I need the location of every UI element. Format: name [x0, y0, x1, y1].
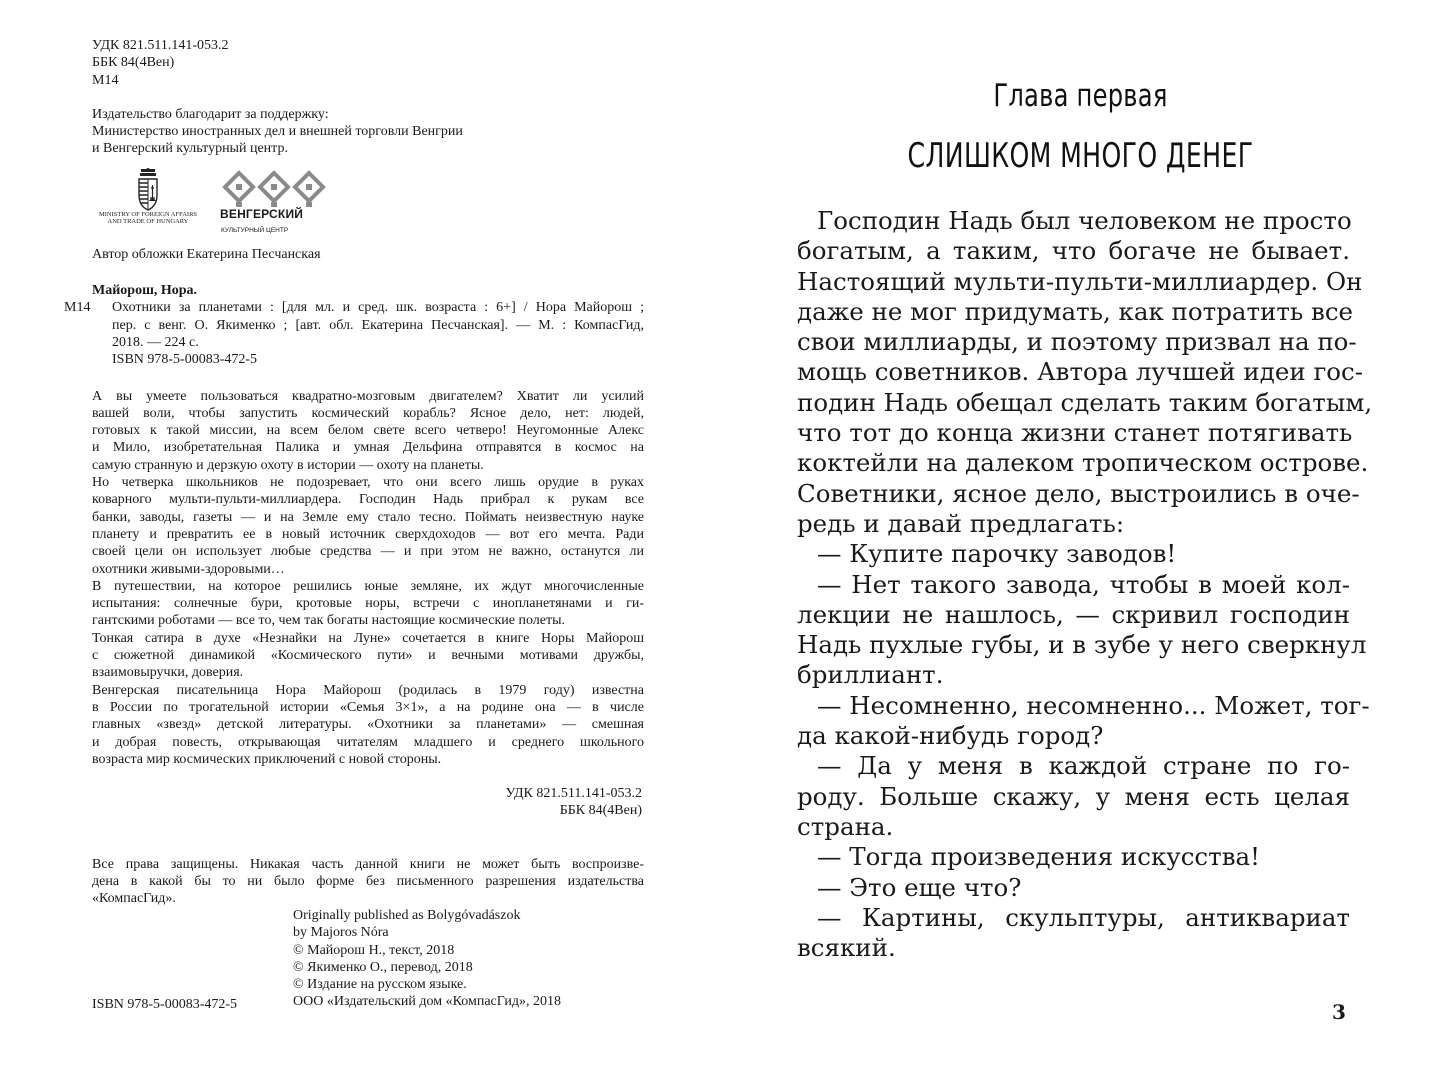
ministry-logo — [92, 168, 204, 234]
cover-author — [92, 246, 644, 263]
annotation-line: Но четверка школьников не подозревает, что они всего лишь орудие в руках — [92, 475, 644, 491]
body-line: богатым, а таким, что богаче не бывает. — [797, 236, 1350, 266]
bbk-line: ББК 84(4Вен) — [559, 803, 642, 819]
udk-line: УДК 821.511.141-053.2 — [505, 786, 642, 802]
body-line: да какой-нибудь город? — [797, 721, 1104, 751]
annotation-line: и Мило, изобретательная Палика и умная Дельфина отправятся в космос на — [92, 440, 644, 456]
folk-ornament-icon — [222, 170, 326, 208]
copyright-line: © Якименко О., перевод, 2018 — [293, 959, 473, 975]
card-code: М14 — [64, 300, 91, 316]
body-line: — Да у меня в каждой стране по го- — [817, 751, 1350, 781]
body-line: Надь пухлые губы, и в зубе у него сверкнул — [797, 630, 1367, 660]
rights-line: дена в какой бы то ни было форме без письменного разрешения издательства — [92, 873, 644, 889]
center-logo-title: ВЕНГЕРСКИЙ — [220, 206, 304, 221]
author-sign-line: М14 — [92, 72, 119, 88]
rights-notice — [92, 856, 644, 908]
annotation-line: главных «звезд» детской литературы. «Охотники за планетами» — смешная — [92, 717, 644, 733]
body-line: подин Надь обещал сделать таким богатым, — [797, 387, 1373, 417]
annotation-line: с сюжетной динамикой «Космического пути» и вечными мотивами дружбы, — [92, 648, 644, 664]
thanks-line: Министерство иностранных дел и внешней торговли Венгрии — [92, 124, 463, 140]
annotation-line: готовых к такой миссии, на всем белом свете всего четверо! Неугомонные Алекс — [92, 423, 644, 439]
annotation-line: В путешествии, на которое решились юные земляне, их ждут многочисленные — [92, 578, 644, 594]
cover-author-line: Автор обложки Екатерина Песчанская — [92, 246, 321, 262]
chapter-body — [797, 206, 1373, 963]
body-line: Советники, ясное дело, выстроились в оче- — [797, 478, 1360, 508]
body-line: свои миллиарды, и поэтому призвал на по- — [797, 327, 1357, 357]
card-heading: Майорош, Нора. — [92, 283, 198, 299]
annotation-line: Венгерская писательница Нора Майорош (родилась в 1979 году) известна — [92, 682, 644, 698]
body-line: бриллиант. — [797, 660, 944, 690]
annotation — [92, 388, 644, 769]
body-line: — Купите парочку заводов! — [817, 539, 1177, 569]
body-line: коктейли на далеком тропическом острове. — [797, 448, 1369, 478]
udk-footer — [92, 785, 644, 820]
chapter-title: СЛИШКОМ МНОГО ДЕНЕГ — [907, 136, 1254, 176]
annotation-line: охотники живыми-здоровыми… — [92, 561, 285, 577]
bbk-line: ББК 84(4Вен) — [92, 55, 175, 71]
annotation-line: банки, заводы, газеты — и на Земле ему стало тесно. Поймать неизвестную науке — [92, 509, 644, 525]
body-line: Настоящий мульти-пульти-миллиардер. Он — [797, 266, 1363, 296]
isbn: ISBN 978-5-00083-472-5 — [92, 997, 238, 1012]
body-line: редь и давай предлагать: — [797, 508, 1125, 538]
body-line: — Это еще что? — [817, 872, 1022, 902]
body-line: страна. — [797, 811, 894, 841]
annotation-line: гантскими роботами — все то, чем так богаты настоящие космические полеты. — [92, 613, 565, 629]
body-line: лекции не нашлось, — скривил господин — [797, 599, 1350, 629]
center-logo-subtitle: КУЛЬТУРНЫЙ ЦЕНТР — [221, 226, 289, 234]
annotation-line: Тонкая сатира в духе «Незнайки на Луне» сочетается в книге Норы Майорош — [92, 630, 644, 646]
chapter-number: Глава первая — [993, 78, 1168, 114]
catalog-card — [64, 282, 644, 368]
ministry-logo-text: MINISTRY OF FOREIGN AFFAIRS AND TRADE OF HUNGARY — [98, 210, 198, 225]
udk-line: УДК 821.511.141-053.2 — [92, 38, 229, 53]
copyright-line: © Майорош Н., текст, 2018 — [293, 942, 455, 958]
rights-line: Все права защищены. Никакая часть данной книги не может быть воспроизве- — [92, 856, 644, 872]
sponsor-logos — [92, 168, 644, 234]
copyright-line: by Majoros Nóra — [293, 925, 389, 941]
body-line: даже не мог придумать, как потратить все — [797, 296, 1354, 326]
rights-line: «КомпасГид». — [92, 891, 176, 907]
annotation-line: вашей воли, чтобы запустить космический корабль? Ясное дело, нет: людей, — [92, 405, 644, 421]
body-line: — Нет такого завода, чтобы в моей кол- — [817, 569, 1350, 599]
body-line: всякий. — [797, 933, 896, 963]
annotation-line: испытания: солнечные бури, кротовые норы, встречи с инопланетянами и ги- — [92, 596, 644, 612]
chapter-page — [720, 0, 1441, 1080]
annotation-line: А вы умеете пользоваться квадратно-мозговым двигателем? Хватит ли усилий — [92, 388, 644, 404]
imprint-page — [0, 0, 720, 1080]
thanks-line: и Венгерский культурный центр. — [92, 141, 288, 157]
copyright-line: © Издание на русском языке. — [293, 977, 467, 993]
body-line: — Тогда произведения искусства! — [817, 842, 1260, 872]
coat-of-arms-icon — [132, 168, 164, 212]
body-line: мощь советников. Автора лучшей идеи гос- — [797, 357, 1364, 387]
hungarian-center-logo — [220, 170, 330, 234]
annotation-line: планету и превратить ее в новый источник сверхдоходов — вот его мечта. Ради — [92, 526, 644, 542]
annotation-line: возраста мир космических приключений с новой стороны. — [92, 751, 442, 767]
page-number: 3 — [1332, 1000, 1346, 1024]
annotation-line: самую странную и дерзкую охоту в истории — охоту на планеты. — [92, 457, 484, 473]
support-thanks — [92, 106, 644, 158]
udk-header — [92, 37, 644, 89]
card-line: 2018. — 224 с. — [112, 334, 199, 350]
annotation-line: коварного мульти-пульти-миллиардера. Господин Надь прибрал к рукам все — [92, 492, 644, 508]
copyright-line: Originally published as Bolygóvadászok — [293, 908, 521, 923]
annotation-line: в России по трогательной истории «Семья 3×1», а на родине она — в числе — [92, 699, 644, 715]
thanks-line: Издательство благодарит за поддержку: — [92, 106, 329, 122]
card-line: Охотники за планетами : [для мл. и сред. шк. возраста : 6+] / Нора Майорош ; — [112, 300, 644, 316]
card-line: ISBN 978-5-00083-472-5 — [112, 352, 258, 368]
annotation-line: взаимовыручки, доверия. — [92, 665, 244, 681]
body-line: — Картины, скульптуры, антиквариат — [817, 902, 1350, 932]
body-line: Господин Надь был человеком не просто — [817, 206, 1352, 235]
card-body — [92, 299, 644, 368]
annotation-line: и добрая повесть, открывающая читателям младшего и среднего школьного — [92, 734, 644, 750]
copyright-line: ООО «Издательский дом «КомпасГид», 2018 — [293, 994, 561, 1010]
body-line: роду. Больше скажу, у меня есть целая — [797, 781, 1350, 811]
card-line: пер. с венг. О. Якименко ; [авт. обл. Екатерина Песчанская]. — М. : КомпасГид, — [112, 317, 644, 333]
body-line: что тот до конца жизни станет потягивать — [797, 418, 1353, 448]
annotation-line: своей цели он использует любые средства — и при этом не важно, останутся ли — [92, 544, 644, 560]
imprint-column — [64, 37, 644, 908]
body-line: — Несомненно, несомненно... Может, тог- — [817, 690, 1370, 720]
copyright-block — [293, 907, 561, 1011]
